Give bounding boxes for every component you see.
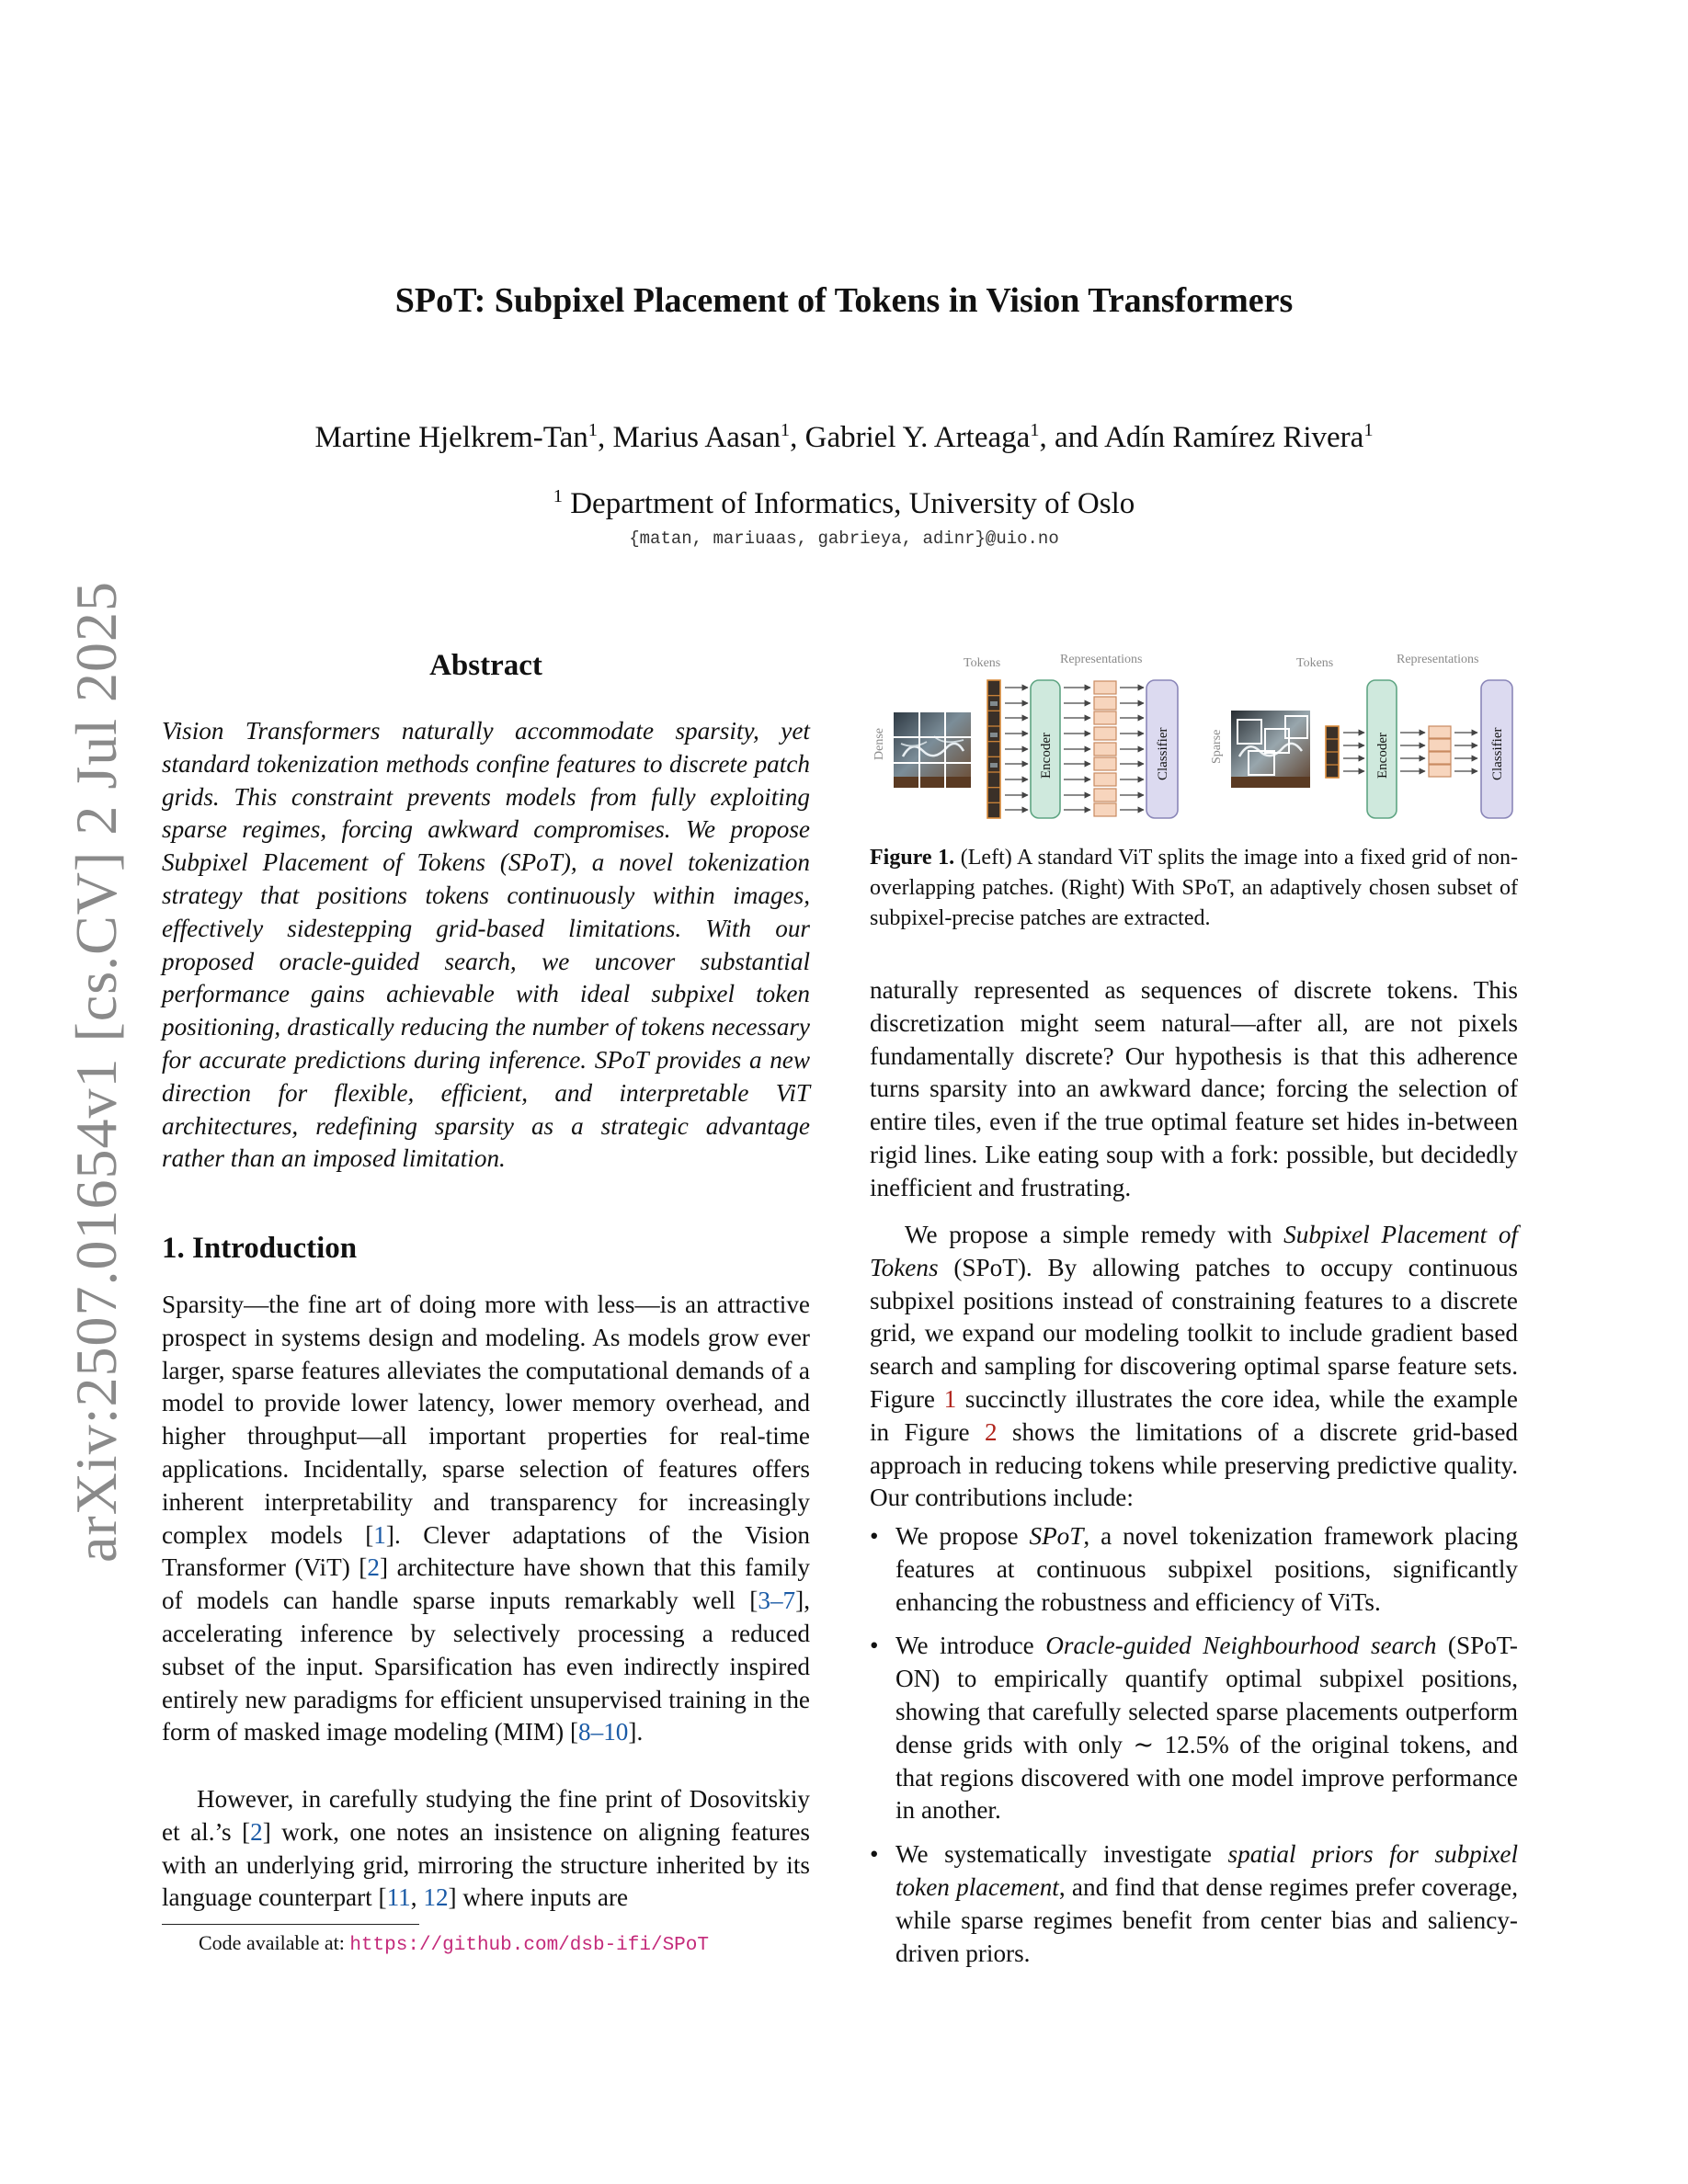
- sparse-repr-arrows: [1454, 733, 1477, 771]
- figure-1-diagram: [870, 648, 1518, 832]
- figure-caption-label: Figure 1.: [870, 846, 955, 870]
- code-link[interactable]: https://github.com/dsb-ifi/SPoT: [349, 1935, 709, 1956]
- author-affiliation-marker: 1: [1363, 420, 1374, 440]
- dense-token-column: [987, 680, 1000, 818]
- dense-encoder-arrows: [1064, 688, 1090, 810]
- citation-link[interactable]: 1: [373, 1520, 386, 1549]
- right-paragraph-2: We propose a simple remedy with Subpixel Placement of Tokens (SPoT). By allowing patches to occupy continuous subpixel positions instead of constraining features to a discrete grid, we expand our modeling toolkit to include gradient based search and sampling for discovering optimal sparse feature sets. Figure 1 succinctly illustrates the core idea, while the example in Figure 2 shows the limitations of a discrete grid-based approach in reducing tokens while preserving predictive quality. Our contributions include:: [870, 1221, 1519, 1512]
- sparse-encoder-box: [1367, 680, 1397, 818]
- dense-encoder-label: Encoder: [1039, 733, 1054, 779]
- affiliation: [0, 487, 1688, 521]
- emphasis: Oracle-guided Neighbourhood search: [1045, 1632, 1437, 1660]
- contribution-item-1: • We propose SPoT, a novel tokenization framework placing features at continuous subpixel positions, significantly enhancing the robustness and efficiency of ViTs.: [870, 1520, 1518, 1619]
- figure-1-caption: [870, 843, 1518, 934]
- author-affiliation-marker: 1: [780, 420, 791, 440]
- author-affiliation-marker: 1: [1030, 420, 1040, 440]
- figure-caption-text: (Left) A standard ViT splits the image into a fixed grid of non-overlapping patches. (Right) With SPoT, an adaptively chosen subset of subpixel-precise patches are extracted.: [870, 846, 1519, 930]
- sparse-image: [1231, 711, 1310, 788]
- dense-classifier-box: [1146, 680, 1178, 818]
- citation-link[interactable]: 2: [367, 1553, 380, 1582]
- emphasis: Subpixel Placement of Tokens: [870, 1221, 1518, 1281]
- author-name: Martine Hjelkrem-Tan: [314, 421, 588, 454]
- dense-representations-label: Representations: [1060, 653, 1143, 666]
- sparse-classifier-box: [1481, 680, 1512, 818]
- citation-link[interactable]: 11: [386, 1883, 411, 1912]
- right-paragraph-1: naturally represented as sequences of discrete tokens. This discretization might seem natural—after all, are not pixels fundamentally discrete? Our hypothesis is that this adherence turns sparsity into an awkward dance; forcing the selection of entire tiles, even if the true optimal feature set hides in-between rigid lines. Like eating soup with a fork: possible, but decidedly inefficient and frustrating.: [870, 976, 1518, 1201]
- sparse-tokens-label: Tokens: [1296, 656, 1334, 670]
- sparse-encoder-arrows: [1400, 733, 1425, 771]
- dense-token-arrows: [1005, 688, 1028, 810]
- citation-link[interactable]: 3–7: [758, 1587, 796, 1615]
- footnote: [199, 1931, 709, 1956]
- affiliation-marker: 1: [553, 486, 563, 506]
- dense-repr-arrows: [1120, 688, 1144, 810]
- contributions-list: [870, 1520, 1518, 1981]
- sparse-representations-label: Representations: [1397, 653, 1479, 666]
- intro-paragraph-2: However, in carefully studying the fine print of Dosovitskiy et al.’s [2] work, one notes an insistence on aligning features with an underlying grid, mirroring the structure inherited by its language counterpart [11, 12] where inputs are: [162, 1785, 810, 1912]
- dense-encoder-box: [1031, 680, 1060, 818]
- paper-title: SPoT: Subpixel Placement of Tokens in Vision Transformers: [394, 281, 1294, 320]
- abstract-heading: Abstract: [429, 649, 542, 682]
- sparse-representation-column: [1429, 726, 1451, 777]
- citation-link[interactable]: 8–10: [578, 1718, 629, 1746]
- author-name: Gabriel Y. Arteaga: [804, 421, 1031, 454]
- dense-image: [894, 712, 971, 788]
- sparse-token-column: [1326, 726, 1339, 778]
- author-name: Adín Ramírez Rivera: [1104, 421, 1364, 454]
- figure-ref-link[interactable]: 2: [984, 1417, 998, 1446]
- figure-ref-link[interactable]: 1: [943, 1384, 957, 1413]
- author-list: Martine Hjelkrem-Tan$^1$, Marius Aasan$^1$, Gabriel Y. Arteaga$^1$, and Adín Ramírez Rivera$^1$: [314, 420, 1374, 454]
- sparse-classifier-label: Classifier: [1490, 727, 1505, 780]
- footnote-label: Code available at:: [199, 1931, 350, 1954]
- dense-panel: [873, 653, 1178, 818]
- contribution-item-2: • We introduce Oracle-guided Neighbourhood search (SPoT-ON) to empirically quantify optimal subpixel positions, showing that carefully selected sparse placements outperform dense grids with only ∼ 12.5% of the original tokens, and that regions discovered with one model improve performance in another.: [870, 1630, 1518, 1827]
- emphasis: spatial priors for subpixel token placement: [895, 1840, 1518, 1901]
- sparse-token-arrows: [1343, 733, 1364, 771]
- sparse-encoder-label: Encoder: [1375, 733, 1390, 779]
- emphasis: SPoT: [1029, 1522, 1084, 1550]
- arxiv-stamp: arXiv:2507.01654v1 [cs.CV] 2 Jul 2025: [63, 580, 129, 1563]
- footnote-rule: [162, 1924, 419, 1925]
- dense-classifier-label: Classifier: [1156, 727, 1170, 780]
- author-emails: {matan, mariuaas, gabrieya, adinr}@uio.no: [629, 529, 1059, 549]
- dense-tokens-label: Tokens: [964, 656, 1001, 670]
- intro-paragraph-1: Sparsity—the fine art of doing more with less—is an attractive prospect in systems design and modeling. As models grow ever larger, sparse features alleviates the computational demands of a model to provide lower latency, lower memory overhead, and higher throughput—all important properties for real-time applications. Incidentally, sparse selection of features offers inherent interpretability and transparency for increasingly complex models [1]. Clever adaptations of the Vision Transformer (ViT) [2] architecture have shown that this family of models can handle sparse inputs remarkably well [3–7], accelerating inference by selectively processing a reduced subset of the input. Sparsification has even indirectly inspired entirely new paradigms for efficient unsupervised training in the form of masked image modeling (MIM) [8–10].: [162, 1291, 810, 1746]
- citation-link[interactable]: 12: [423, 1883, 449, 1912]
- sparse-panel: [1210, 653, 1512, 818]
- dense-representation-column: [1094, 681, 1116, 816]
- affiliation-text: Department of Informatics, University of Oslo: [570, 487, 1135, 520]
- author-affiliation-marker: 1: [587, 420, 598, 440]
- citation-link[interactable]: 2: [250, 1817, 263, 1846]
- contribution-item-3: • We systematically investigate spatial priors for subpixel token placement, and find that dense regimes prefer coverage, while sparse regimes benefit from center bias and saliency-driven priors.: [870, 1838, 1518, 1970]
- dense-side-label: Dense: [873, 728, 886, 760]
- sparse-side-label: Sparse: [1210, 729, 1224, 764]
- introduction-heading: 1. Introduction: [162, 1232, 358, 1265]
- author-name: Marius Aasan: [612, 421, 781, 454]
- abstract-text: Vision Transformers naturally accommodate sparsity, yet standard tokenization methods confine features to discrete patch grids. This constraint prevents models from fully exploiting sparse regimes, forcing awkward compromises. We propose Subpixel Placement of Tokens (SPoT), a novel tokenization strategy that positions tokens continuously within images, effectively sidestepping grid-based limitations. With our proposed oracle-guided search, we uncover substantial performance gains achievable with ideal subpixel token positioning, drastically reducing the number of tokens necessary for accurate predictions during inference. SPoT provides a new direction for flexible, efficient, and interpretable ViT architectures, redefining sparsity as a strategic advantage rather than an imposed limitation.: [162, 717, 810, 1173]
